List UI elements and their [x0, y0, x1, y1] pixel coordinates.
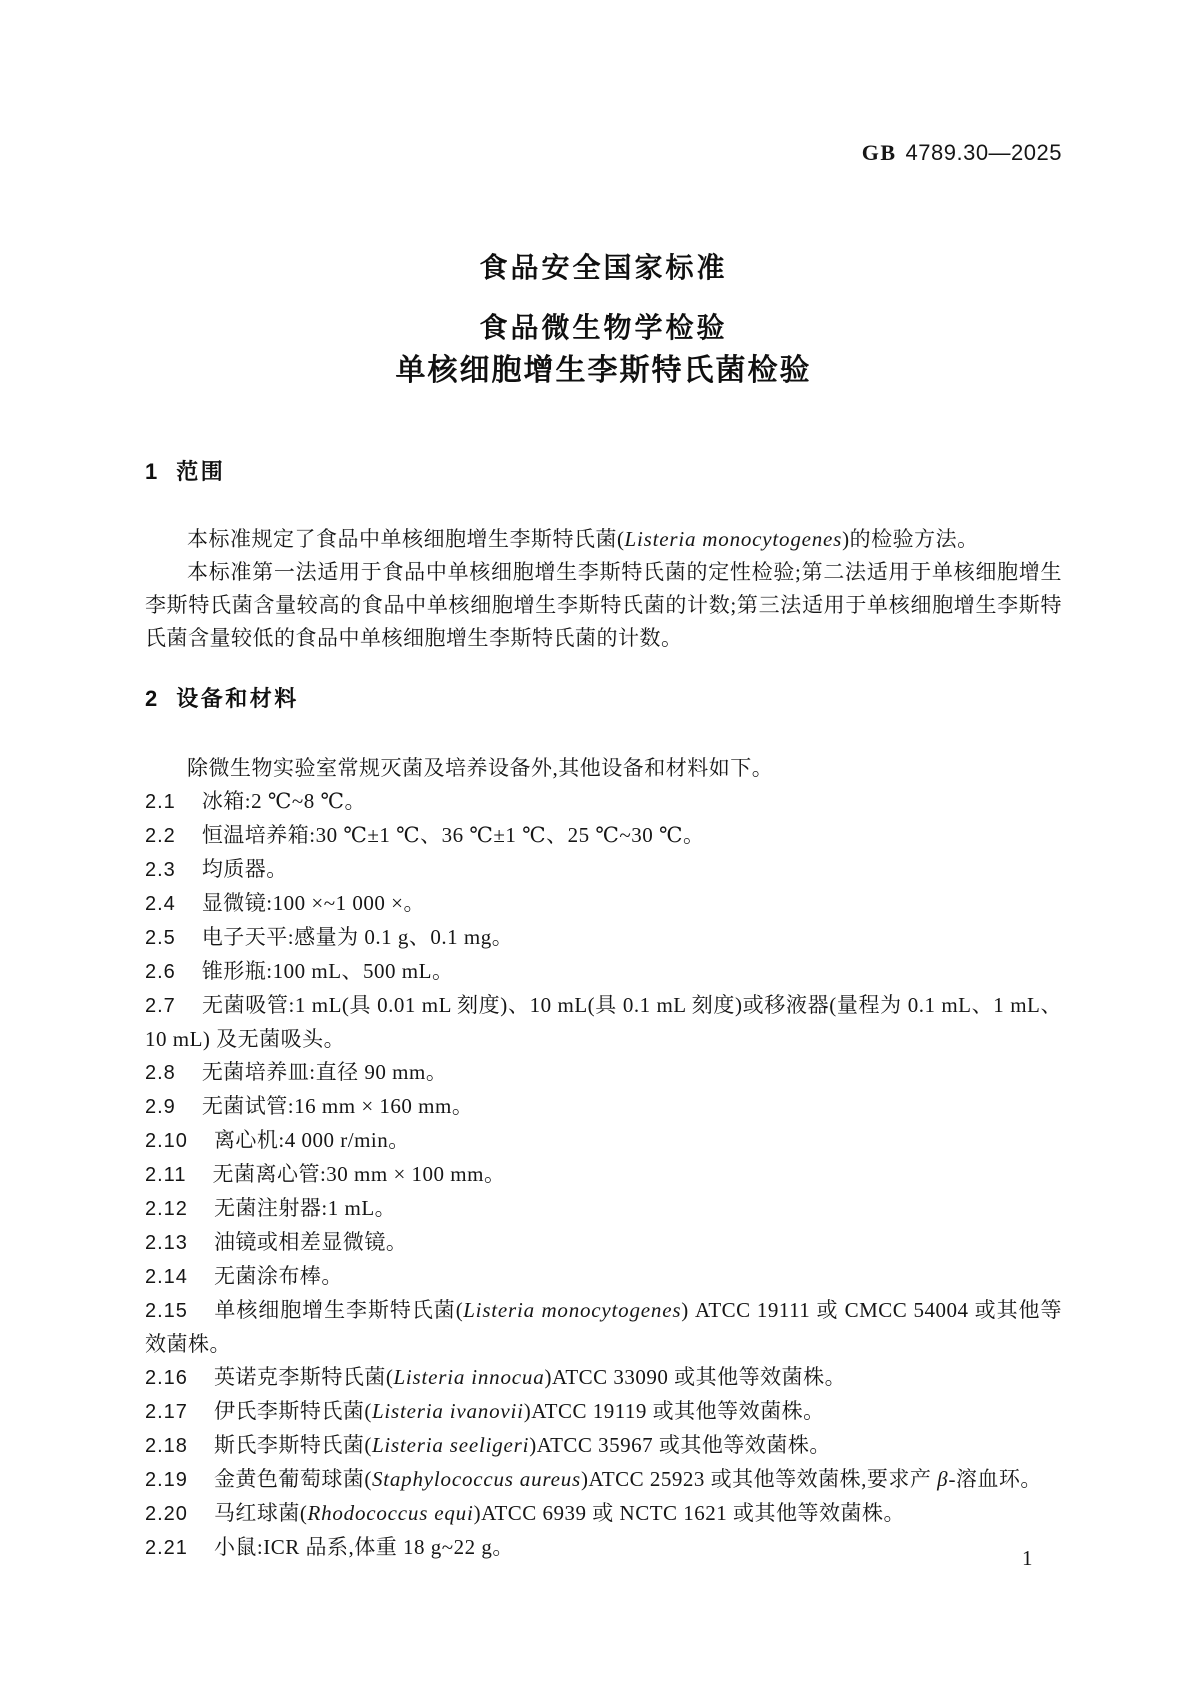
standard-code [145, 141, 1062, 165]
item-text [214, 1128, 410, 1152]
text-run: 锥形瓶:100 mL、500 mL。 [201, 959, 454, 983]
text-run: 离心机:4 000 r/min。 [213, 1128, 410, 1152]
item-text [214, 1365, 846, 1389]
item-number: 2.16 [145, 1367, 188, 1389]
equipment-list [145, 785, 1062, 1565]
text-run: 斯氏李斯特氏菌( [213, 1433, 372, 1457]
text-run: )ATCC 33090 或其他等效菌株。 [544, 1365, 847, 1389]
item-number: 2.6 [145, 961, 176, 983]
section-2-intro [145, 752, 1062, 785]
item-number: 2.15 [145, 1300, 188, 1322]
text-run: 无菌注射器:1 mL。 [213, 1196, 397, 1220]
text-run: 无菌试管:16 mm × 160 mm。 [201, 1094, 474, 1118]
item-text [202, 959, 454, 983]
item-text [202, 857, 288, 881]
equipment-item-2.9 [145, 1090, 1062, 1124]
item-number: 2.12 [145, 1198, 188, 1220]
equipment-item-2.2 [145, 819, 1062, 853]
item-number: 2.19 [145, 1469, 188, 1491]
item-text [202, 891, 425, 915]
item-text [202, 823, 705, 847]
item-text [214, 1535, 514, 1559]
text-run: )ATCC 6939 或 NCTC 1621 或其他等效菌株。 [473, 1501, 906, 1525]
equipment-item-2.6 [145, 955, 1062, 989]
equipment-item-2.14 [145, 1260, 1062, 1294]
equipment-item-2.19 [145, 1463, 1062, 1497]
doc-title-line3: 单核细胞增生李斯特氏菌检验 [395, 354, 812, 387]
page-content [145, 141, 1062, 1565]
equipment-item-2.4 [145, 887, 1062, 921]
item-text [214, 1433, 831, 1457]
item-number: 2.13 [145, 1232, 188, 1254]
text-run: 除微生物实验室常规灭菌及培养设备外,其他设备和材料如下。 [187, 756, 774, 780]
standard-code-number: 4789.30—2025 [905, 140, 1062, 165]
equipment-item-2.7 [145, 989, 1062, 1056]
text-run: 伊氏李斯特氏菌( [213, 1399, 372, 1423]
text-run: 英诺克李斯特氏菌( [213, 1365, 394, 1389]
text-run: 单核细胞增生李斯特氏菌( [213, 1298, 464, 1322]
section-2-title: 设备和材料 [176, 686, 299, 711]
item-number: 2.8 [145, 1062, 176, 1084]
text-run: )ATCC 19119 或其他等效菌株。 [523, 1399, 825, 1423]
doc-title-line1: 食品安全国家标准 [479, 252, 728, 283]
equipment-item-2.17 [145, 1395, 1062, 1429]
text-run: 小鼠:ICR 品系,体重 18 g~22 g。 [213, 1535, 514, 1559]
item-number: 2.11 [145, 1164, 187, 1186]
item-number: 2.5 [145, 927, 176, 949]
equipment-item-2.1 [145, 785, 1062, 819]
species-name-italic: Staphylococcus aureus [371, 1467, 581, 1491]
text-run: 无菌涂布棒。 [213, 1264, 343, 1288]
item-text [202, 1094, 474, 1118]
text-run: 恒温培养箱:30 ℃±1 ℃、36 ℃±1 ℃、25 ℃~30 ℃。 [201, 823, 705, 847]
species-name-italic: Rhodococcus equi [307, 1501, 474, 1525]
item-number: 2.1 [145, 791, 176, 813]
equipment-item-2.20 [145, 1497, 1062, 1531]
equipment-item-2.21 [145, 1531, 1062, 1565]
item-number: 2.20 [145, 1503, 188, 1525]
item-text [214, 1467, 1042, 1491]
section-1-number: 1 [145, 459, 159, 484]
item-number: 2.9 [145, 1096, 176, 1118]
item-number: 2.10 [145, 1130, 188, 1152]
equipment-item-2.18 [145, 1429, 1062, 1463]
text-run: 本标准第一法适用于食品中单核细胞增生李斯特氏菌的定性检验;第二法适用于单核细胞增生李斯特氏菌含量较高的食品中单核细胞增生李斯特氏菌的计数;第三法适用于单核细胞增生李斯特氏菌含量较低的食品中单核细胞增生李斯特氏菌的计数。 [145, 560, 1062, 650]
item-text [214, 1230, 408, 1254]
equipment-item-2.13 [145, 1226, 1062, 1260]
equipment-item-2.3 [145, 853, 1062, 887]
item-number: 2.2 [145, 825, 176, 847]
text-run: )ATCC 35967 或其他等效菌株。 [529, 1433, 831, 1457]
equipment-item-2.8 [145, 1056, 1062, 1090]
text-run: 均质器。 [201, 857, 288, 881]
item-number: 2.14 [145, 1266, 188, 1288]
item-number: 2.17 [145, 1401, 188, 1423]
item-text [214, 1196, 396, 1220]
text-run: 电子天平:感量为 0.1 g、0.1 mg。 [201, 925, 514, 949]
text-run: )的检验方法。 [842, 527, 979, 551]
species-name-italic: β [937, 1467, 949, 1491]
equipment-item-2.12 [145, 1192, 1062, 1226]
text-run: 冰箱:2 ℃~8 ℃。 [201, 789, 366, 813]
text-run: )ATCC 25923 或其他等效菌株,要求产 [581, 1467, 938, 1491]
text-run: 无菌培养皿:直径 90 mm。 [201, 1060, 448, 1084]
equipment-item-2.16 [145, 1361, 1062, 1395]
equipment-item-2.10 [145, 1124, 1062, 1158]
section-2-heading [145, 685, 1062, 713]
item-text [212, 1162, 505, 1186]
item-text [145, 993, 1062, 1051]
text-run: 金黄色葡萄球菌( [213, 1467, 372, 1491]
item-text [214, 1264, 343, 1288]
text-run: 马红球菌( [213, 1501, 308, 1525]
text-run: 显微镜:100 ×~1 000 ×。 [201, 891, 425, 915]
paragraph [145, 556, 1062, 655]
item-number: 2.21 [145, 1537, 188, 1559]
section-2-number: 2 [145, 686, 159, 711]
item-number: 2.7 [145, 995, 176, 1017]
standard-code-prefix: GB [861, 140, 897, 165]
doc-title-line2: 食品微生物学检验 [479, 312, 728, 343]
item-number: 2.3 [145, 859, 176, 881]
item-number: 2.18 [145, 1435, 188, 1457]
species-name-italic: Listeria monocytogenes [463, 1298, 682, 1322]
paragraph [145, 523, 1062, 556]
species-name-italic: Listeria innocua [393, 1365, 545, 1389]
item-text [202, 1060, 448, 1084]
item-text [145, 1298, 1062, 1356]
item-text [202, 789, 366, 813]
page-number: 1 [1022, 1546, 1033, 1570]
item-text [214, 1501, 905, 1525]
species-name-italic: Listeria seeligeri [371, 1433, 530, 1457]
item-text [214, 1399, 825, 1423]
text-run: -溶血环。 [948, 1467, 1042, 1491]
section-1-body [145, 523, 1062, 655]
equipment-item-2.5 [145, 921, 1062, 955]
text-run: ) ATCC 19111 或 CMCC 54004 或其他等效菌株。 [145, 1298, 1062, 1356]
equipment-item-2.15 [145, 1294, 1062, 1361]
item-number: 2.4 [145, 893, 176, 915]
equipment-item-2.11 [145, 1158, 1062, 1192]
text-run: 无菌吸管:1 mL(具 0.01 mL 刻度)、10 mL(具 0.1 mL 刻度)或移液器(量程为 0.1 mL、1 mL、10 mL) 及无菌吸头。 [145, 993, 1062, 1051]
section-1-title: 范围 [176, 459, 226, 484]
item-text [202, 925, 513, 949]
text-run: 本标准规定了食品中单核细胞增生李斯特氏菌( [187, 527, 625, 551]
text-run: 无菌离心管:30 mm × 100 mm。 [212, 1162, 506, 1186]
species-name-italic: Listeria ivanovii [371, 1399, 524, 1423]
species-name-italic: Listeria monocytogenes [624, 527, 843, 551]
text-run: 油镜或相差显微镜。 [213, 1230, 408, 1254]
section-1-heading [145, 458, 1062, 486]
